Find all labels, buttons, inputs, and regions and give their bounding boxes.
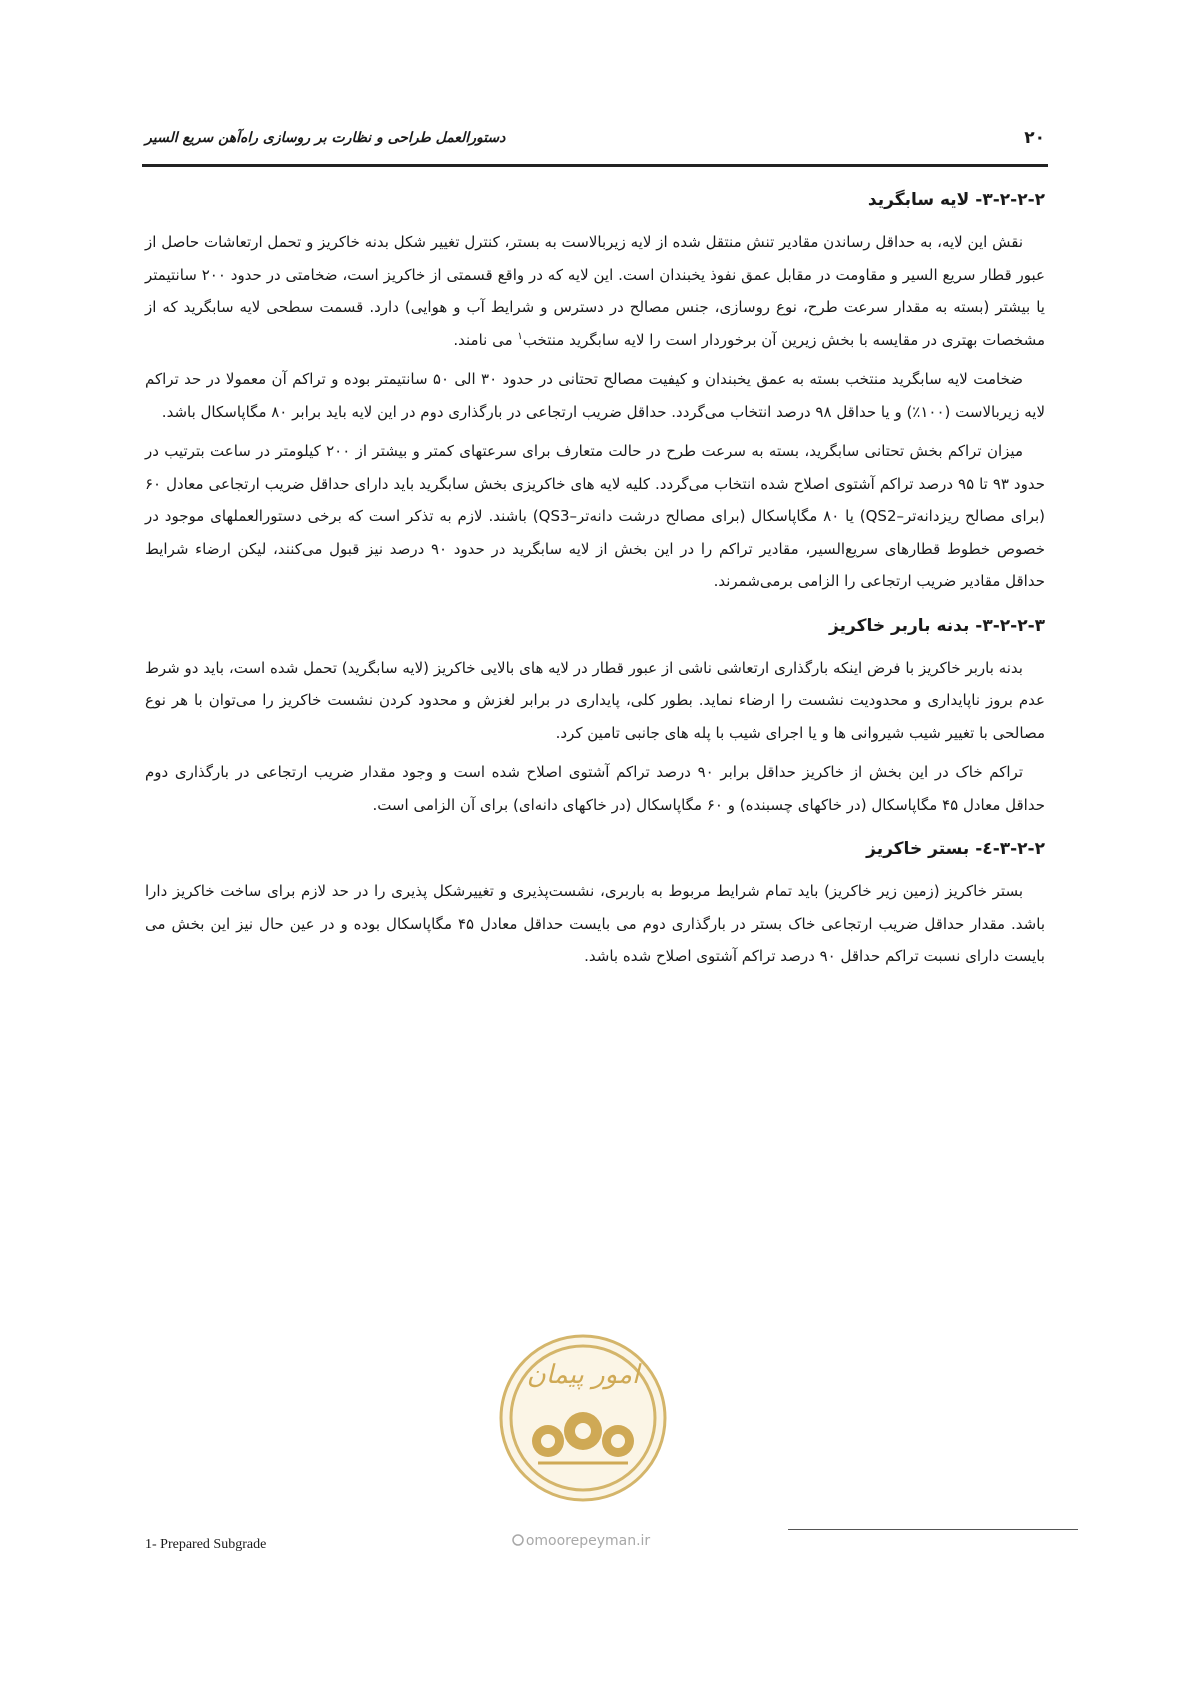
watermark-logo xyxy=(488,1323,678,1548)
footnote: 1- Prepared Subgrade xyxy=(145,1537,267,1552)
footnote-rule xyxy=(788,1529,1078,1530)
paragraph: میزان تراکم بخش تحتانی سابگرید، بسته به سرعت طرح در حالت متعارف برای سرعتهای کمتر و بیشتر از ۲۰۰ کیلومتر در ساعت بترتیب در حدود ۹۳ تا ۹۵ درصد تراکم آشتوی اصلاح شده انتخاب می‌گردد. کلیه لایه های خاکریزی بخش سابگرید باید دارای حداقل ضریب ارتجاعی معادل ۶۰ (برای مصالح ریزدانه‌تر–QS2) یا ۸۰ مگاپاسکال (برای مصالح درشت دانه‌تر–QS3) باشند. لازم به تذکر است که برخی دستورالعملهای موجود در خصوص خطوط قطارهای سریع‌السیر، مقادیر تراکم را در این بخش از لایه سابگرید در حدود ۹۰ درصد نیز قبول می‌کنند، لیکن ارضاء شرایط حداقل مقادیر ضریب ارتجاعی را الزامی برمی‌شمرند. xyxy=(145,442,1046,590)
paragraph: نقش این لایه، به حداقل رساندن مقادیر تنش منتقل شده از لایه زیربالاست به بستر، کنترل تغییر شکل بدنه خاکریز و تحمل ارتعاشات حاصل از عبور قطار سریع السیر و مقاومت در مقابل عمق نفوذ یخبندان است. این لایه که در واقع قسمتی از خاکریز است، ضخامتی در حدود ۲۰۰ سانتیمتر یا بیشتر (بسته به مقدار سرعت طرح، نوع روسازی، جنس مصالح در دسترس و شرایط آب و هوایی) دارد. قسمت سطحی لایه سابگرید که از مشخصات بهتری در مقایسه با بخش زیرین آن برخوردار است را لایه سابگرید منتخب$^۱$ می نامند. xyxy=(145,233,1046,349)
paragraph: بستر خاکریز (زمین زیر خاکریز) باید تمام شرایط مربوط به باربری، نشست‌پذیری و تغییرشکل پذیری را در حد لازم برای ساخت خاکریز دارا باشد. مقدار حداقل ضریب ارتجاعی خاک بستر در بارگذاری دوم می بایست حداقل معادل ۴۵ مگاپاسکال بوده و در عین حال نیز این بخش می بایست دارای نسبت تراکم حداقل ۹۰ درصد تراکم آشتوی اصلاح شده باشد. xyxy=(145,882,1045,965)
page-header xyxy=(145,128,1045,154)
paragraph: بدنه باربر خاکریز با فرض اینکه بارگذاری ارتعاشی ناشی از عبور قطار در لایه های بالایی خاکریز (لایه سابگرید) تحمل شده است، باید دو شرط عدم بروز ناپایداری و محدودیت نشست را ارضاء نماید. بطور کلی، پایداری در برابر لغزش و محدود کردن نشست خاکریز را می‌توان با هر نوع مصالحی با تغییر شیب شیروانی ها و یا اجرای شیب با پله های جانبی تامین کرد. xyxy=(145,658,1045,742)
footnote-ref[interactable]: ۱ xyxy=(517,330,523,342)
section-heading: ۳-۲-۲-۲- لایه سابگرید xyxy=(867,190,1045,210)
header-title: دستورالعمل طراحی و نظارت بر روسازی راه‌آهن سریع السیر xyxy=(145,130,506,146)
page-number: ۲۰ xyxy=(1024,128,1045,148)
paragraph: تراکم خاک در این بخش از خاکریز حداقل برابر ۹۰ درصد تراکم آشتوی اصلاح شده است و وجود مقدار ضریب ارتجاعی در بارگذاری دوم حداقل معادل ۴۵ مگاپاسکال (در خاکهای چسبنده) و ۶۰ مگاپاسکال (در خاکهای دانه‌ای) برای آن الزامی است. xyxy=(145,763,1045,814)
svg-text:امور پیمان: امور پیمان xyxy=(526,1360,640,1390)
body-content xyxy=(145,186,1045,980)
section-heading: ۳-۲-۲-٤- بستر خاکریز xyxy=(866,839,1045,859)
paragraph: ضخامت لایه سابگرید منتخب بسته به عمق یخبندان و کیفیت مصالح تحتانی در حدود ۳۰ الی ۵۰ سانتیمتر بوده و تراکم آن معمولا در حد تراکم لایه زیربالاست (۱۰۰٪) و یا حداقل ۹۸ درصد انتخاب می‌گردد. حداقل ضریب ارتجاعی در بارگذاری دوم در این لایه باید برابر ۸۰ مگاپاسکال باشد. xyxy=(145,370,1045,421)
section-heading: ۳-۲-۲-۳- بدنه باربر خاکریز xyxy=(829,615,1045,636)
svg-text:omoorepeyman.ir: omoorepeyman.ir xyxy=(525,1533,651,1548)
header-rule xyxy=(142,164,1048,167)
